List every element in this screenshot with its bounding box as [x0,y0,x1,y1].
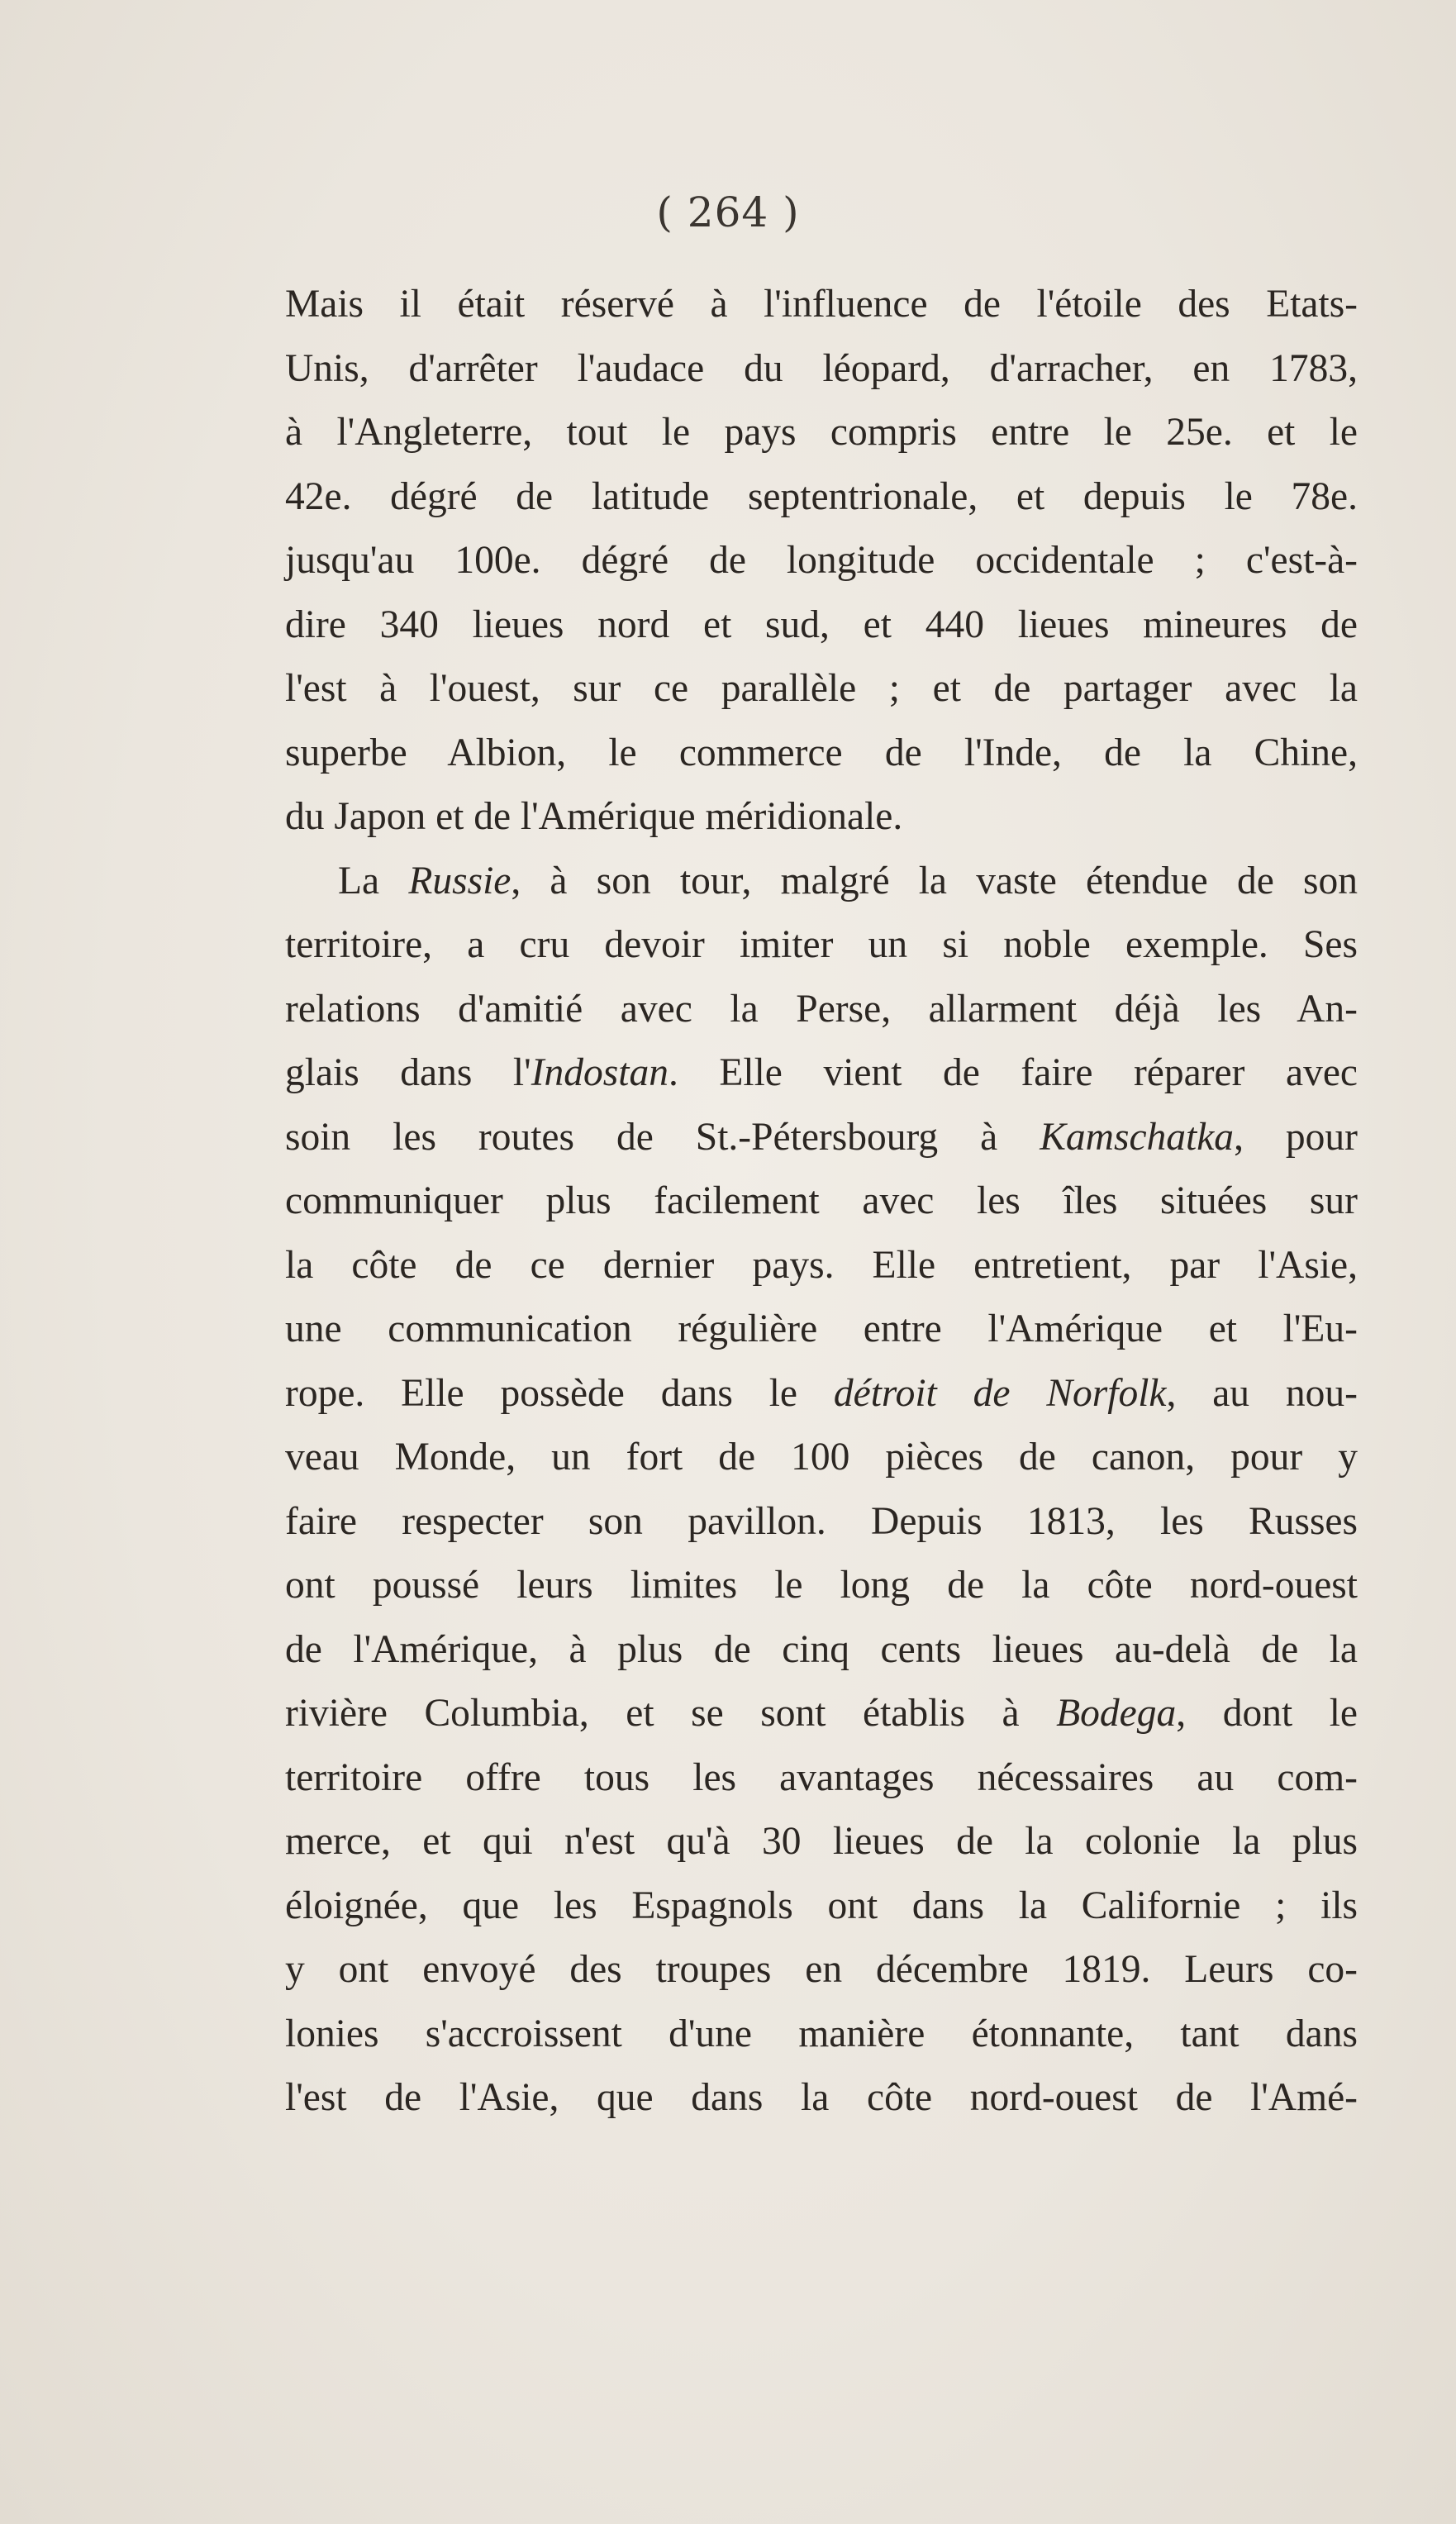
text-line: éloignée, que les Espagnols ont dans la Californie ; ils [285,1883,1358,1927]
text-line: Unis, d'arrêter l'audace du léopard, d'arracher, en 1783, [285,346,1358,390]
text-line: ont poussé leurs limites le long de la côte nord-ouest [285,1564,1358,1607]
text-line: communiquer plus facilement avec les îles situées sur [285,1179,1358,1222]
text-line: la côte de ce dernier pays. Elle entretient, par l'Asie, [285,1243,1358,1287]
italic-term: Russie [408,859,512,902]
text-line: La Russie, à son tour, malgré la vaste étendue de son [338,859,1358,902]
text-line: glais dans l'Indostan. Elle vient de faire réparer avec [285,1051,1358,1094]
text-line: du Japon et de l'Amérique méridionale. [285,795,903,838]
text-line: l'est de l'Asie, que dans la côte nord-ouest de l'Amé- [285,2076,1358,2119]
text-line: rope. Elle possède dans le détroit de Norfolk, au nou- [285,1371,1358,1415]
text-line: jusqu'au 100e. dégré de longitude occidentale ; c'est-à- [285,539,1358,582]
text-line: de l'Amérique, à plus de cinq cents lieues au-delà de la [285,1627,1358,1671]
text-line: une communication régulière entre l'Amérique et l'Eu- [285,1307,1358,1350]
text-line: territoire offre tous les avantages nécessaires au com- [285,1755,1358,1799]
text-line: territoire, a cru devoir imiter un si noble exemple. Ses [285,923,1358,966]
text-line: superbe Albion, le commerce de l'Inde, de la Chine, [285,731,1358,774]
body-text [285,273,1358,2131]
text-line: l'est à l'ouest, sur ce parallèle ; et de partager avec la [285,667,1358,710]
text-line: rivière Columbia, et se sont établis à Bodega, dont le [285,1692,1358,1735]
paragraph-2 [285,850,1358,2131]
text-line: lonies s'accroissent d'une manière étonnante, tant dans [285,2012,1358,2055]
text-line: faire respecter son pavillon. Depuis 1813, les Russes [285,1499,1358,1543]
text-line: merce, et qui n'est qu'à 30 lieues de la colonie la plus [285,1820,1358,1863]
text-line: Mais il était réservé à l'influence de l'étoile des Etats- [285,283,1358,326]
italic-term: Indostan [531,1051,669,1094]
text-line: soin les routes de St.-Pétersbourg à Kamschatka, pour [285,1115,1358,1159]
text-line: relations d'amitié avec la Perse, allarment déjà les An- [285,987,1358,1031]
text-line: dire 340 lieues nord et sud, et 440 lieues mineures de [285,602,1358,646]
text-line: 42e. dégré de latitude septentrionale, et depuis le 78e. [285,474,1358,518]
text-line: y ont envoyé des troupes en décembre 1819. Leurs co- [285,1948,1358,1991]
italic-term: Kamschatka [1040,1115,1235,1159]
page-number: ( 264 ) [656,188,800,236]
text-line: veau Monde, un fort de 100 pièces de canon, pour y [285,1436,1358,1479]
italic-term: détroit de Norfolk [833,1371,1167,1415]
paragraph-1 [285,273,1358,850]
italic-term: Bodega [1056,1692,1177,1735]
text-line: à l'Angleterre, tout le pays compris entre le 25e. et le [285,411,1358,454]
